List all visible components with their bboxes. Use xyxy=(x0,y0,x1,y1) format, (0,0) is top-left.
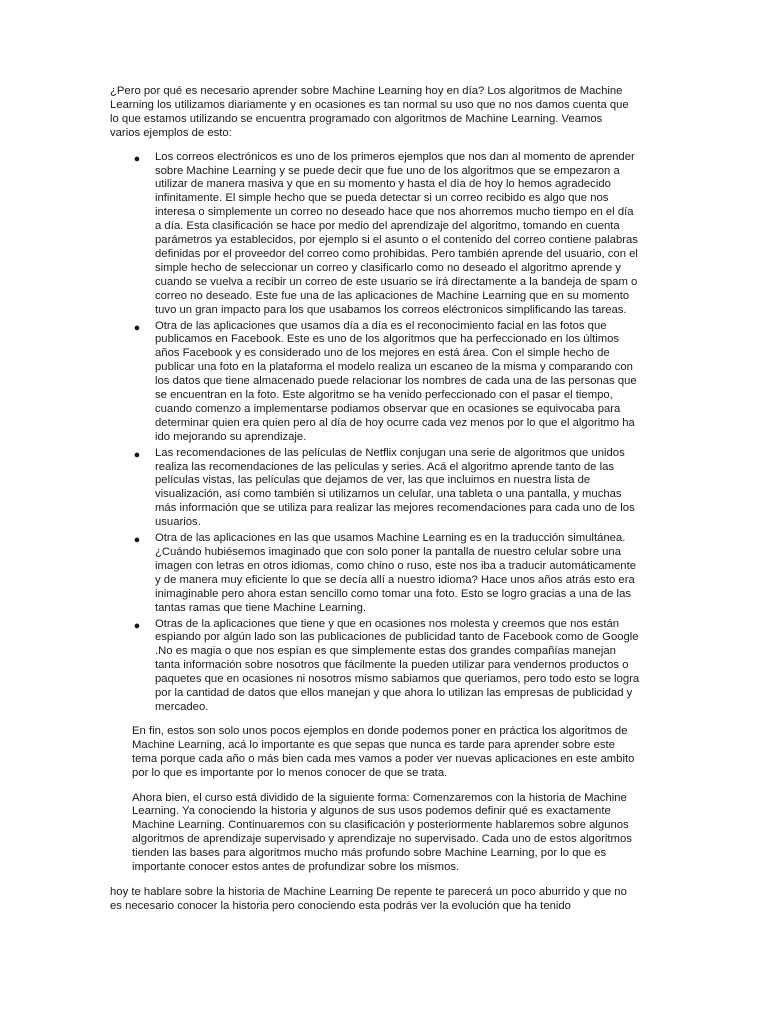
bullet-icon: ● xyxy=(133,152,141,165)
list-item xyxy=(110,447,640,530)
list-item-text: Otras de la aplicaciones que tiene y que en ocasiones nos molesta y creemos que nos están espiando por algún lado son las publicaciones de publicidad tanto de Facebook como de Google .No es magia o que nos espían es que simplemente estas dos grandes compañías manejan tanta información sobre nosotros que fácilmente la pueden utilizar para vendernos productos o paquetes que en ocasiones ni nosotros mismo sabiamos que queriamos, pero todo esto se logra por la cantidad de datos que ellos manejan y que ahora lo utilizan las empresas de publicidad y mercadeo. xyxy=(155,617,640,713)
list-item xyxy=(110,320,640,445)
bullet-icon: ● xyxy=(133,321,141,334)
summary-paragraph: En fin, estos son solo unos pocos ejemplos en donde podemos poner en práctica los algoritmos de Machine Learning, acá lo importante es que sepas que nunca es tarde para aprender sobre este tema porque cada año o más bien cada mes vamos a poder ver nuevas aplicaciones en este ambito por lo que es importante por lo menos conocer de que se trata. xyxy=(132,724,635,779)
list-item xyxy=(110,618,640,715)
list-item xyxy=(110,532,640,615)
intro-paragraph: ¿Pero por qué es necesario aprender sobre Machine Learning hoy en día? Los algoritmos de Machine Learning los utilizamos diariamente y en ocasiones es tan normal su uso que no nos damos cuenta que lo que estamos utilizando se encuentra programado con algoritmos de Machine Learning. Veamos varios ejemplos de esto: xyxy=(110,85,629,139)
course-outline-paragraph: Ahora bien, el curso está dividido de la siguiente forma: Comenzaremos con la historia de Machine Learning. Ya conociendo la historia y algunos de sus usos podemos definir qué es exactamente Machine Learning. Continuaremos con su clasificación y posteriormente hablaremos sobre algunos algoritmos de aprendizaje supervisado y aprendizaje no supervisado. Cada uno de estos algoritmos tienden las bases para algoritmos mucho más profundo sobre Machine Learning, por lo que es importante conocer estos antes de profundizar sobre los mismos. xyxy=(132,791,632,874)
bullet-icon: ● xyxy=(133,619,141,632)
bullet-icon: ● xyxy=(133,448,141,461)
bullet-icon: ● xyxy=(133,534,141,547)
list-item-text: Otra de las aplicaciones que usamos día a día es el reconocimiento facial en las fotos que publicamos en Facebook. Este es uno de los algoritmos que ha perfeccionado en los últimos años Facebook y es considerado uno de los mejores en está área. Con el simple hecho de publicar una foto en la plataforma el modelo realiza un escaneo de la misma y comparando con los datos que tiene almacenado puede relacionar los nombres de cada una de las personas que se encuentran en la foto. Este algoritmo se ha venido perfeccionado con el pasar el tiempo, cuando comenzo a implementarse podiamos observar que en ocasiones se equivocaba para determinar quien era quien pero al día de hoy ocurre cada vez menos por lo que el algoritmo ha ido mejorando su aprendizaje. xyxy=(155,319,637,443)
list-item xyxy=(110,151,640,318)
examples-list xyxy=(110,151,640,715)
list-item-text: Los correos electrónicos es uno de los primeros ejemplos que nos dan al momento de aprender sobre Machine Learning y se puede decir que fue uno de los algoritmos que se empezaron a utilizar de manera masiva y que en su momento y hasta el día de hoy lo hemos agradecido infinitamente. El simple hecho que se pueda detectar si un correo recibido es algo que nos interesa o simplemente un correo no deseado hace que nos ahorremos mucho tiempo en el día a día. Esta clasificación se hace por medio del aprendizaje del algoritmo, tomando en cuenta parámetros ya establecidos, por ejemplo si el asunto o el contenido del correo contiene palabras definidas por el proveedor del correo como prohibidas. Pero también aprende del usuario, con el simple hecho de seleccionar un correo y clasificarlo como no deseado el algoritmo aprende y cuando se vuelva a recibir un correo de este usuario se irá directamente a la bandeja de spam o correo no deseado. Este fue una de las aplicaciones de Machine Learning que en su momento tuvo un gran impacto para los que usabamos los correos eléctronicos simplificando las tareas. xyxy=(155,150,638,316)
list-item-text: Las recomendaciones de las películas de Netflix conjugan una serie de algoritmos que unidos realiza las recomendaciones de las películas y series. Acá el algoritmo aprende tanto de las películas vistas, las películas que dejamos de ver, las que incluimos en nuestra lista de visualización, así como también si utilizamos un celular, una tableta o una pantalla, y muchas más información que se utiliza para realizar las mejores recomendaciones para cada uno de los usuarios. xyxy=(155,446,635,529)
document-page xyxy=(110,85,640,914)
closing-paragraph: hoy te hablare sobre la historia de Machine Learning De repente te parecerá un poco aburrido y que no es necesario conocer la historia pero conociendo esta podrás ver la evolución que ha tenido xyxy=(110,885,627,912)
list-item-text: Otra de las aplicaciones en las que usamos Machine Learning es en la traducción simultánea. ¿Cuándo hubiésemos imaginado que con solo poner la pantalla de nuestro celular sobre una imagen con letras en otros idiomas, como chino o ruso, este nos iba a traducir automáticamente y de manera muy eficiente lo que se decía allí a nuestro idioma? Hace unos años atrás esto era inimaginable pero ahora estan sencillo como tomar una foto. Esto se logro gracias a una de las tantas ramas que tiene Machine Learning. xyxy=(155,532,636,614)
